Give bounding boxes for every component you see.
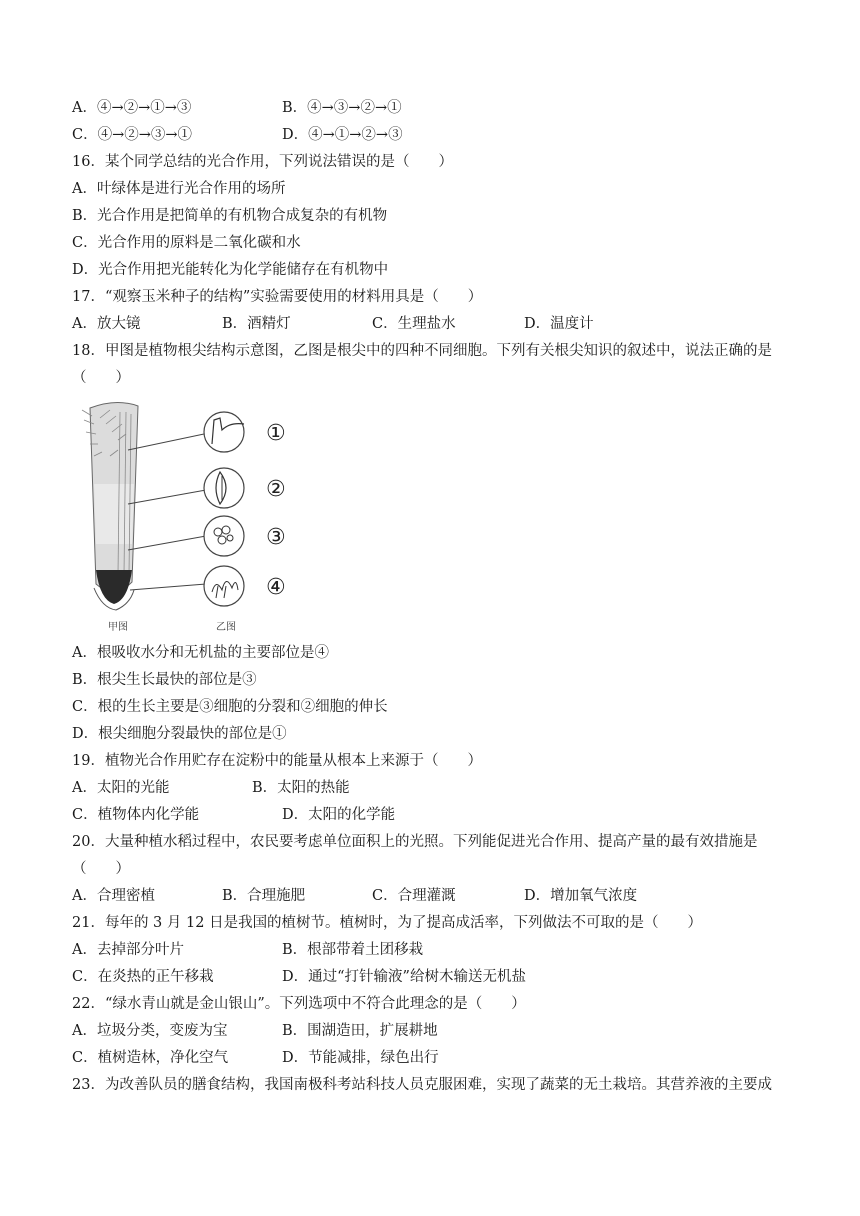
- q18-stem-paren: （ ）: [72, 370, 130, 386]
- q15-option-c[interactable]: C．④→②→③→①: [72, 127, 193, 143]
- q19-option-b[interactable]: B．太阳的热能: [252, 780, 350, 796]
- q18-option-b[interactable]: B．根尖生长最快的部位是③: [72, 672, 257, 688]
- q19-option-d[interactable]: D．太阳的化学能: [282, 807, 396, 823]
- q17-option-d[interactable]: D．温度计: [524, 316, 594, 332]
- q20-stem: 20．大量种植水稻过程中，农民要考虑单位面积上的光照。下列能促进光合作用、提高产量的最有效措施是: [72, 834, 758, 850]
- q15-option-a[interactable]: A．④→②→①→③: [72, 100, 192, 116]
- q19-option-a[interactable]: A．太阳的光能: [72, 780, 170, 796]
- q21-option-d[interactable]: D．通过“打针输液”给树木输送无机盐: [282, 969, 526, 985]
- q17-option-a[interactable]: A．放大镜: [72, 316, 141, 332]
- q19-stem: 19．植物光合作用贮存在淀粉中的能量从根本上来源于（ ）: [72, 753, 482, 769]
- q22-stem: 22．“绿水青山就是金山银山”。下列选项中不符合此理念的是（ ）: [72, 996, 526, 1012]
- q22-option-d[interactable]: D．节能减排，绿色出行: [282, 1050, 439, 1066]
- q21-option-c[interactable]: C．在炎热的正午移栽: [72, 969, 214, 985]
- q20-option-d[interactable]: D．增加氧气浓度: [524, 888, 638, 904]
- q18-option-d[interactable]: D．根尖细胞分裂最快的部位是①: [72, 726, 287, 742]
- q19-option-c[interactable]: C．植物体内化学能: [72, 807, 200, 823]
- q15-option-d[interactable]: D．④→①→②→③: [282, 127, 403, 143]
- label-1: ①: [266, 421, 286, 446]
- q20-stem-paren: （ ）: [72, 861, 130, 877]
- q22-option-b[interactable]: B．围湖造田，扩展耕地: [282, 1023, 438, 1039]
- label-3: ③: [266, 525, 286, 550]
- label-4: ④: [266, 575, 286, 600]
- q16-option-d[interactable]: D．光合作用把光能转化为化学能储存在有机物中: [72, 262, 389, 278]
- q17-stem: 17．“观察玉米种子的结构”实验需要使用的材料用具是（ ）: [72, 289, 483, 305]
- q16-stem: 16．某个同学总结的光合作用，下列说法错误的是（ ）: [72, 154, 453, 170]
- q16-option-a[interactable]: A．叶绿体是进行光合作用的场所: [72, 181, 286, 197]
- q15-option-b[interactable]: B．④→③→②→①: [282, 100, 402, 116]
- label-2: ②: [266, 477, 286, 502]
- q22-option-a[interactable]: A．垃圾分类，变废为宝: [72, 1023, 228, 1039]
- fig-caption-right: 乙图: [216, 622, 236, 633]
- q21-stem: 21．每年的 3 月 12 日是我国的植树节。植树时，为了提高成活率，下列做法不可取的是（ ）: [72, 915, 703, 931]
- q22-option-c[interactable]: C．植树造林，净化空气: [72, 1050, 229, 1066]
- q23-stem: 23．为改善队员的膳食结构，我国南极科考站科技人员克服困难，实现了蔬菜的无土栽培。其营养液的主要成: [72, 1077, 772, 1093]
- q21-option-b[interactable]: B．根部带着土团移栽: [282, 942, 424, 958]
- q20-option-c[interactable]: C．合理灌溉: [372, 888, 456, 904]
- q18-option-c[interactable]: C．根的生长主要是③细胞的分裂和②细胞的伸长: [72, 699, 388, 715]
- q18-stem: 18．甲图是植物根尖结构示意图，乙图是根尖中的四种不同细胞。下列有关根尖知识的叙述中，说法正确的是: [72, 343, 772, 359]
- fig-caption-left: 甲图: [108, 622, 128, 633]
- q16-option-c[interactable]: C．光合作用的原料是二氧化碳和水: [72, 235, 301, 251]
- q16-option-b[interactable]: B．光合作用是把简单的有机物合成复杂的有机物: [72, 208, 388, 224]
- q17-option-c[interactable]: C．生理盐水: [372, 316, 456, 332]
- q20-option-a[interactable]: A．合理密植: [72, 888, 155, 904]
- q20-option-b[interactable]: B．合理施肥: [222, 888, 306, 904]
- q21-option-a[interactable]: A．去掉部分叶片: [72, 942, 184, 958]
- q17-option-b[interactable]: B．酒精灯: [222, 316, 291, 332]
- q18-option-a[interactable]: A．根吸收水分和无机盐的主要部位是④: [72, 645, 329, 661]
- root-tip-figure: [72, 394, 322, 634]
